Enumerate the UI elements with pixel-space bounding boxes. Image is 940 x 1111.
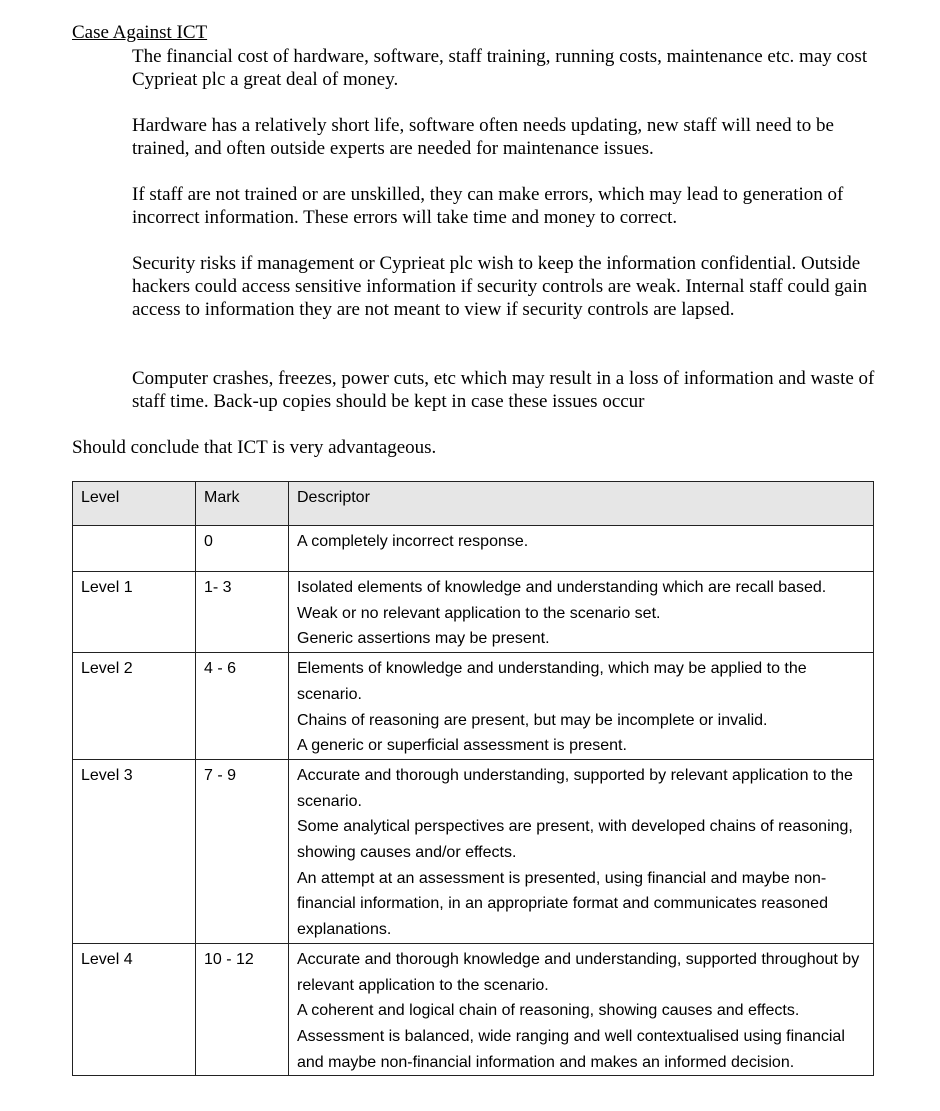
mark-scheme-table [72, 481, 874, 1076]
level-cell: Level 1 [73, 572, 196, 653]
paragraph-staff-errors: If staff are not trained or are unskilled, they can make errors, which may lead to generation of incorrect information. These errors will take time and money to correct. [132, 184, 844, 228]
paragraph-security-risks: Security risks if management or Cyprieat plc wish to keep the information confidential. Outside hackers could access sensitive information if security controls are weak. Internal staff could gain access to information they are not meant to view if security controls are lapsed. [132, 253, 868, 320]
level-cell: Level 3 [73, 759, 196, 943]
descriptor-line: A coherent and logical chain of reasoning, showing causes and effects. [297, 1002, 800, 1020]
mark-cell: 7 - 9 [196, 759, 289, 943]
table-row [73, 526, 874, 572]
paragraph-financial-cost: The financial cost of hardware, software, staff training, running costs, maintenance etc. may cost Cyprieat plc a great deal of money. [132, 46, 868, 90]
mark-cell: 4 - 6 [196, 653, 289, 760]
descriptor-cell [289, 526, 874, 572]
descriptor-line: Generic assertions may be present. [297, 630, 550, 648]
descriptor-line: Accurate and thorough understanding, supported by relevant application to the scenario. [297, 766, 853, 810]
table-row [73, 759, 874, 943]
mark-cell: 0 [196, 526, 289, 572]
descriptor-cell [289, 653, 874, 760]
descriptor-line: A completely incorrect response. [297, 533, 529, 550]
paragraph-computer-crashes: Computer crashes, freezes, power cuts, etc which may result in a loss of information and waste of staff time. Back-up copies should be kept in case these issues occur [132, 368, 875, 412]
level-cell: Level 2 [73, 653, 196, 760]
section-heading: Case Against ICT [72, 22, 208, 43]
mark-cell: 10 - 12 [196, 943, 289, 1076]
table-row [73, 653, 874, 760]
level-cell [73, 526, 196, 572]
descriptor-line: Chains of reasoning are present, but may be incomplete or invalid. [297, 711, 768, 729]
header-mark: Mark [196, 482, 289, 526]
conclusion-text: Should conclude that ICT is very advantageous. [72, 437, 437, 458]
paragraph-hardware-life: Hardware has a relatively short life, software often needs updating, new staff will need to be trained, and often outside experts are needed for maintenance issues. [132, 115, 834, 159]
descriptor-line: Weak or no relevant application to the scenario set. [297, 604, 661, 622]
mark-cell: 1- 3 [196, 572, 289, 653]
descriptor-cell [289, 572, 874, 653]
header-level: Level [73, 482, 196, 526]
descriptor-cell [289, 943, 874, 1076]
descriptor-line: Accurate and thorough knowledge and understanding, supported throughout by relevant application to the scenario. [297, 950, 860, 994]
descriptor-cell [289, 759, 874, 943]
descriptor-line: Assessment is balanced, wide ranging and well contextualised using financial and maybe non-financial information and makes an informed decision. [297, 1027, 845, 1071]
table-row [73, 943, 874, 1076]
descriptor-line: An attempt at an assessment is presented, using financial and maybe non-financial information, in an appropriate format and communicates reasoned explanations. [297, 869, 828, 939]
descriptor-line: A generic or superficial assessment is present. [297, 737, 627, 755]
table-row [73, 572, 874, 653]
header-descriptor: Descriptor [289, 482, 874, 526]
table-header-row [73, 482, 874, 526]
level-cell: Level 4 [73, 943, 196, 1076]
descriptor-line: Elements of knowledge and understanding, which may be applied to the scenario. [297, 660, 807, 703]
descriptor-line: Some analytical perspectives are present, with developed chains of reasoning, showing causes and/or effects. [297, 818, 853, 862]
descriptor-line: Isolated elements of knowledge and understanding which are recall based. [297, 579, 827, 596]
